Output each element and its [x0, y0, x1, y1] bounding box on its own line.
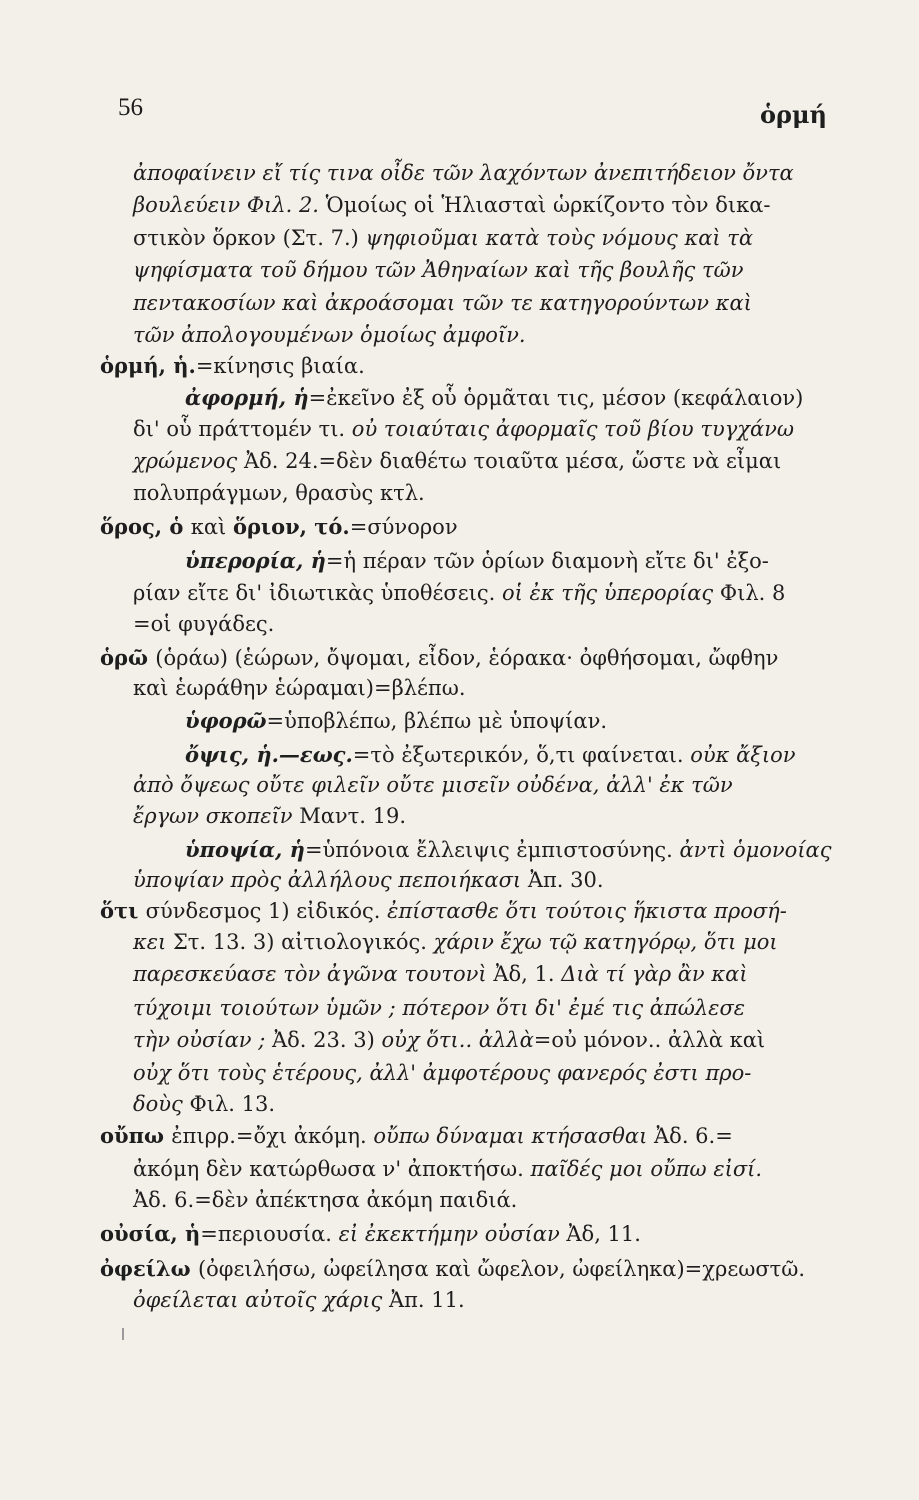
text-line [133, 1287, 465, 1314]
text-line [133, 1060, 751, 1087]
definition-text: =οἱ φυγάδες. [133, 612, 275, 636]
quotation: οἱ ἐκ τῆς ὑπερορίας [501, 581, 720, 605]
text-line [133, 995, 745, 1022]
definition-text: Ἀδ. 24.=δὲν διαθέτω τοιαῦτα μέσα, ὥστε νὰ εἶμαι [243, 449, 782, 473]
text-line [133, 961, 748, 988]
definition-text: ρίαν εἴτε δι' ἰδιωτικὰς ὑποθέσεις. [133, 581, 502, 605]
definition-text: στικὸν ὅρκον (Στ. 7.) [133, 226, 366, 250]
definition-text: =οὐ μόνον.. ἀλλὰ καὶ [533, 1028, 766, 1052]
headword-line [100, 1122, 733, 1150]
definition-text: Στ. 13. 3) αἰτιολογικός. [172, 930, 434, 954]
text-line [133, 929, 778, 956]
print-mark [122, 1328, 124, 1340]
definition-text: =σύνορον [349, 515, 458, 539]
quotation: κει [133, 930, 173, 954]
text-line [133, 580, 785, 607]
headword: ὅρος, ὁ [100, 514, 191, 539]
quotation: παῖδές μοι οὔπω εἰσί. [530, 1157, 763, 1181]
quotation: ἀποφαίνειν εἴ τίς τινα οἶδε τῶν λαχόντων ἀνεπιτήδειον ὄντα [133, 161, 794, 185]
text-line [133, 611, 274, 638]
definition-text: (ὀφειλήσω, ὠφείλησα καὶ ὤφελον, ὠφείληκα)=χρεωστῶ. [197, 1257, 806, 1281]
quotation: πεντακοσίων καὶ ἀκροάσομαι τῶν τε κατηγορούντων καὶ [133, 291, 752, 315]
definition-text: =τὸ ἐξωτερικόν, ὅ,τι φαίνεται. [352, 743, 691, 767]
quotation: τύχοιμι τοιούτων ὑμῶν ; πότερον ὅτι δι' ἐμέ τις ἀπώλεσε [133, 996, 746, 1020]
headword-line [100, 352, 365, 380]
headword-line [100, 1255, 805, 1283]
text-line [133, 1156, 762, 1183]
definition-text: Φιλ. 8 [719, 581, 786, 605]
quotation: ὀφείλεται αὐτοῖς χάρις [133, 1288, 389, 1312]
text-line [133, 867, 604, 894]
headword: ὅτι [100, 898, 146, 923]
definition-text: Ἀδ, 1. [493, 962, 562, 986]
quotation: βουλεύειν Φιλ. 2. [133, 193, 326, 217]
sub-headword: ὑποψία, ἡ [185, 837, 305, 862]
headword-line [100, 644, 778, 672]
definition-text: Μαντ. 19. [299, 804, 407, 828]
sub-headword: ὑφορῶ [185, 708, 267, 733]
definition-text: Φιλ. 13. [189, 1092, 276, 1116]
quotation: οὐκ ἄξιον [690, 743, 796, 767]
headword: ὁρμή, ἡ. [100, 353, 196, 378]
headword-line [100, 513, 458, 541]
quotation: ὑποψίαν πρὸς ἀλλήλους πεποιήκασι [133, 868, 528, 892]
quotation: ψηφίσματα τοῦ δήμου τῶν Ἀθηναίων καὶ τῆς βουλῆς τῶν [133, 258, 744, 282]
definition-text: ἐπιρρ.=ὄχι ἀκόμη. [171, 1124, 374, 1148]
quotation: Διὰ τί γὰρ ἂν καὶ [561, 962, 748, 986]
quotation: τὴν οὐσίαν ; [133, 1028, 272, 1052]
definition-text: (ὁράω) (ἑώρων, ὄψομαι, εἶδον, ἑόρακα· ὀφθήσομαι, ὤφθην [155, 646, 779, 670]
definition-text: Ἀπ. 11. [388, 1288, 465, 1312]
definition-text: Ὁμοίως οἱ Ἡλιασταὶ ὡρκίζοντο τὸν δικα- [325, 193, 771, 217]
quotation: παρεσκεύασε τὸν ἀγῶνα τουτονὶ [133, 962, 494, 986]
text-line [133, 675, 466, 702]
sub-headword: ὑπερορία, ἡ [185, 548, 326, 573]
headword: ὅριον, τό. [232, 514, 350, 539]
page-number: 56 [118, 94, 143, 121]
headword: ὀφείλω [100, 1256, 198, 1281]
text-line [133, 192, 771, 219]
quotation: ἀπὸ ὄψεως οὔτε φιλεῖν οὔτε μισεῖν οὐδένα, ἀλλ' ἐκ τῶν [133, 773, 733, 797]
quotation: οὔπω δύναμαι κτήσασθαι [373, 1124, 655, 1148]
text-line [133, 160, 794, 187]
text-line [185, 836, 832, 864]
definition-text: =ἡ πέραν τῶν ὁρίων διαμονὴ εἴτε δι' ἐξο- [325, 549, 769, 573]
quotation: χάριν ἔχω τῷ κατηγόρῳ, ὅτι μοι [433, 930, 778, 954]
quotation: οὐ τοιαύταις ἀφορμαῖς τοῦ βίου τυγχάνω [351, 417, 795, 441]
running-head: ὁρμή [760, 100, 827, 129]
quotation: εἰ ἐκεκτήμην οὐσίαν [338, 1222, 567, 1246]
headword-line [100, 1220, 641, 1248]
definition-text: =ὑποβλέπω, βλέπω μὲ ὑποψίαν. [266, 709, 608, 733]
text-line [185, 384, 803, 412]
definition-text: καὶ ἑωράθην ἑώραμαι)=βλέπω. [133, 676, 466, 700]
text-line [133, 803, 406, 830]
definition-text: =ὑπόνοια ἔλλειψις ἐμπιστοσύνης. [304, 838, 680, 862]
quotation: χρώμενος [133, 449, 244, 473]
text-line [133, 448, 781, 475]
headword: ὁρῶ [100, 645, 156, 670]
definition-text: καὶ [190, 515, 233, 539]
definition-text: Ἀδ. 6.= [654, 1124, 733, 1148]
definition-text: δι' οὗ πράττομέν τι. [133, 417, 352, 441]
text-line [185, 707, 607, 735]
text-line [133, 480, 425, 507]
quotation: τῶν ἀπολογουμένων ὁμοίως ἀμφοῖν. [133, 323, 526, 347]
definition-text: σύνδεσμος 1) εἰδικός. [145, 899, 388, 923]
headword: οὔπω [100, 1123, 172, 1148]
text-line [133, 1187, 517, 1214]
quotation: ἔργων σκοπεῖν [133, 804, 300, 828]
sub-headword: ὄψις, ἡ.—εως. [185, 742, 353, 767]
text-line [133, 257, 744, 284]
quotation: οὐχ ὅτι.. ἀλλὰ [381, 1028, 534, 1052]
text-line [185, 741, 796, 769]
definition-text: Ἀπ. 30. [527, 868, 604, 892]
text-line [133, 290, 752, 317]
quotation: ἀντὶ ὁμονοίας [679, 838, 832, 862]
definition-text: =ἐκεῖνο ἐξ οὗ ὁρμᾶται τις, μέσον (κεφάλαιον) [308, 386, 804, 410]
definition-text: Ἀδ, 11. [566, 1222, 641, 1246]
definition-text: Ἀδ. 23. 3) [272, 1028, 382, 1052]
text-line [133, 322, 526, 349]
quotation: δοὺς [133, 1092, 190, 1116]
definition-text: ἀκόμη δὲν κατώρθωσα ν' ἀποκτήσω. [133, 1157, 531, 1181]
text-line [133, 225, 753, 252]
text-line [185, 547, 769, 575]
headword-line [100, 897, 787, 925]
quotation: ψηφιοῦμαι κατὰ τοὺς νόμους καὶ τὰ [365, 226, 754, 250]
text-line [133, 772, 733, 799]
headword: οὐσία, ἡ [100, 1221, 201, 1246]
definition-text: =κίνησις βιαία. [195, 354, 365, 378]
definition-text: Ἀδ. 6.=δὲν ἀπέκτησα ἀκόμη παιδιά. [133, 1188, 518, 1212]
text-line [133, 1027, 765, 1054]
quotation: οὐχ ὅτι τοὺς ἑτέρους, ἀλλ' ἀμφοτέρους φανερός ἐστι προ- [133, 1061, 752, 1085]
sub-headword: ἀφορμή, ἡ [185, 385, 309, 410]
quotation: ἐπίστασθε ὅτι τούτοις ἥκιστα προσή- [387, 899, 787, 923]
definition-text: πολυπράγμων, θρασὺς κτλ. [133, 481, 425, 505]
text-line [133, 416, 794, 443]
definition-text: =περιουσία. [200, 1222, 339, 1246]
text-line [133, 1091, 275, 1118]
